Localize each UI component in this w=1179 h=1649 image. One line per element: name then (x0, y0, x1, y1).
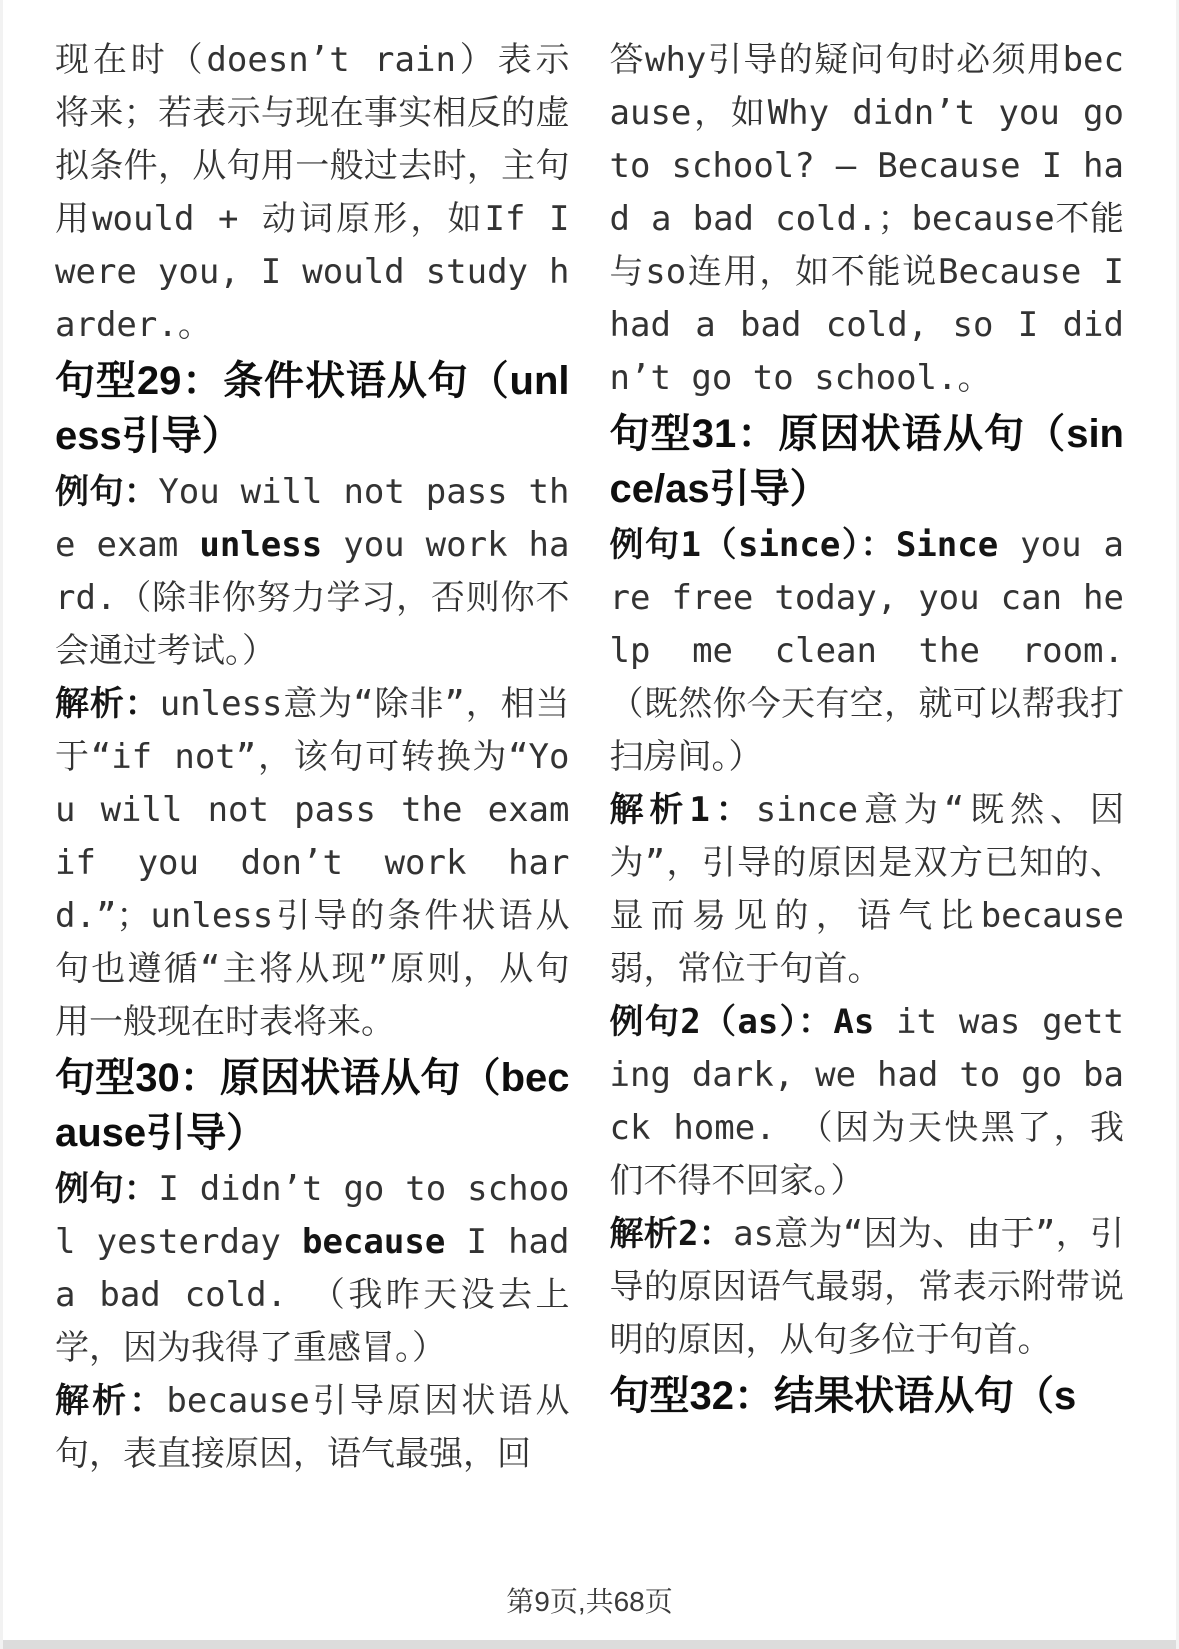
bold-text-segment: 例句： (55, 472, 159, 512)
section-heading (610, 407, 1125, 517)
text-segment: 答why引导的疑问句时必须用because，如Why didn’t you go to school? — Because I had a bad cold.；because不能与so连用，如不能说Because I had a bad cold, so I didn’t go to school.。 (609, 40, 1124, 398)
paragraph (610, 996, 1125, 1208)
text-segment: I didn’t go to school yesterday (55, 1169, 570, 1262)
paragraph (55, 466, 570, 678)
text-segment: You will not pass the exam (55, 472, 570, 565)
paragraph (55, 34, 570, 352)
section-heading (55, 1051, 570, 1161)
paragraph (55, 1163, 570, 1375)
paragraph (55, 1375, 570, 1481)
page-number-label: 第9页,共68页 (506, 1586, 673, 1617)
paragraph (610, 34, 1125, 405)
text-segment: since意为“既然、因为”，引导的原因是双方已知的、显而易见的，语气比because弱，常位于句首。 (609, 790, 1124, 989)
bottom-edge-bar (3, 1640, 1176, 1649)
right-column (610, 34, 1125, 1481)
bold-text-segment: 解析： (55, 1381, 167, 1421)
bold-text-segment: unless (199, 525, 323, 565)
section-heading (610, 1369, 1125, 1424)
bold-text-segment: 解析2： (609, 1214, 734, 1254)
bold-text-segment: 解析1： (609, 790, 756, 830)
paragraph (610, 784, 1125, 996)
paragraph (610, 519, 1125, 784)
text-segment: 现在时（doesn’t rain）表示将来；若表示与现在事实相反的虚拟条件，从句用一般过去时，主句用would + 动词原形，如If I were you, I would study harder.。 (55, 40, 570, 345)
paragraph (55, 678, 570, 1049)
left-column (55, 34, 570, 1481)
bold-text-segment: 例句1（since）：Since (609, 525, 999, 565)
bold-text-segment: 解析： (55, 684, 160, 724)
text-segment: it was getting dark, we had to go back home. （因为天快黑了，我们不得不回家。） (609, 1002, 1124, 1201)
text-segment: I had a bad cold. （我昨天没去上学，因为我得了重感冒。） (55, 1222, 570, 1368)
text-segment: you are free today, you can help me clean the room. （既然你今天有空，就可以帮我打扫房间。） (609, 525, 1124, 777)
bold-text-segment: 句型29：条件状语从句（unless引导） (55, 359, 570, 458)
text-segment: because引导原因状语从句，表直接原因，语气最强，回 (55, 1381, 570, 1474)
section-heading (55, 354, 570, 464)
bold-text-segment: because (302, 1222, 446, 1262)
text-segment: you work hard.（除非你努力学习，否则你不会通过考试。） (55, 525, 570, 671)
bold-text-segment: 句型32：结果状语从句（s (609, 1374, 1077, 1418)
bold-text-segment: 句型31：原因状语从句（since/as引导） (609, 412, 1124, 511)
bold-text-segment: 例句2（as）：As (609, 1002, 875, 1042)
bold-text-segment: 句型30：原因状语从句（because引导） (55, 1056, 570, 1155)
paragraph (610, 1208, 1125, 1367)
page-content (3, 0, 1176, 1481)
text-segment: as意为“因为、由于”，引导的原因语气最弱，常表示附带说明的原因，从句多位于句首。 (609, 1214, 1124, 1360)
bold-text-segment: 例句： (55, 1169, 159, 1209)
text-segment: unless意为“除非”，相当于“if not”，该句可转换为“You will not pass the exam if you don’t work hard.”；unless引导的条件状语从句也遵循“主将从现”原则，从句用一般现在时表将来。 (55, 684, 570, 1042)
page-footer (3, 1587, 1176, 1617)
